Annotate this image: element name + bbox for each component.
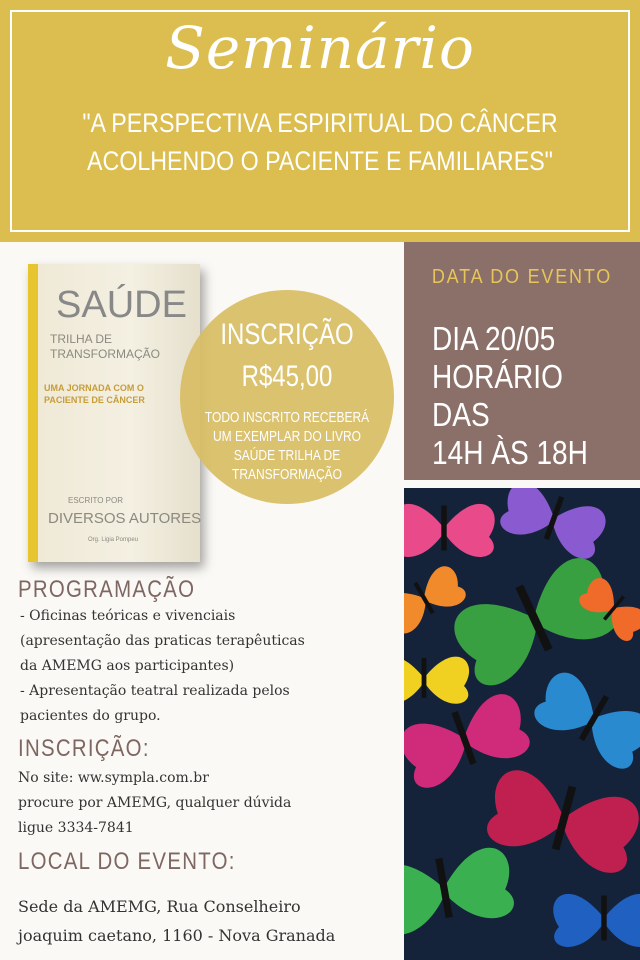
program-list [20,604,305,729]
badge-note-line: TODO INSCRITO RECEBERÁ [204,409,370,426]
butterflies-image [404,488,640,960]
event-date-text [432,320,609,472]
registration-line: No site: ww.sympla.com.br [18,770,209,786]
badge-note-line: TRANSFORMAÇÃO [231,466,342,483]
registration-line: ligue 3334-7841 [18,820,134,836]
time-line: 14H ÀS 18H [432,434,588,471]
seminar-title: Seminário [165,14,475,82]
program-line: (apresentação das praticas terapêuticas [20,633,305,649]
butterflies-illustration [404,488,640,960]
book-arc-text: UMA JORNADA COM O PACIENTE DE CÂNCER [44,383,145,405]
subtitle-line: "A PERSPECTIVA ESPIRITUAL DO CÂNCER [82,108,558,138]
address-line: joaquim caetano, 1160 - Nova Granada [18,926,336,945]
badge-price: R$45,00 [241,360,333,393]
program-line: - Apresentação teatral realizada pelos [20,683,290,699]
time-line: HORÁRIO DAS [432,358,563,433]
subtitle-line: ACOLHENDO O PACIENTE E FAMILIARES" [87,146,553,176]
book-title: SAÚDE [56,284,187,326]
address-line: Sede da AMEMG, Rua Conselheiro [18,897,301,916]
badge-note-line: SAÚDE TRILHA DE [233,447,341,464]
program-line: da AMEMG aos participantes) [20,658,235,674]
program-heading: PROGRAMAÇÃO [18,576,196,603]
badge-note [201,408,372,484]
date-line: DIA 20/05 [432,320,556,357]
event-date-box [404,242,640,480]
location-address [18,892,335,950]
event-date-label: DATA DO EVENTO [431,266,613,288]
badge-title: INSCRIÇÃO [220,318,354,351]
header-banner [0,0,640,242]
book-authors: DIVERSOS AUTORES [48,510,202,527]
registration-line: procure por AMEMG, qualquer dúvida [18,795,292,811]
registration-info [18,766,291,841]
program-line: - Oficinas teóricas e vivenciais [20,608,236,624]
book-cover-image [28,264,200,562]
location-heading: LOCAL DO EVENTO: [18,848,236,875]
seminar-subtitle [45,104,595,180]
book-by: ESCRITO POR [68,496,123,505]
registration-price-badge [180,290,394,504]
book-org: Org. Ligia Pompeu [88,537,139,543]
program-line: pacientes do grupo. [20,708,161,724]
book-subtitle: TRILHA DE TRANSFORMAÇÃO [50,332,161,361]
registration-heading: INSCRIÇÃO: [18,735,150,762]
badge-note-line: UM EXEMPLAR DO LIVRO [212,428,362,445]
